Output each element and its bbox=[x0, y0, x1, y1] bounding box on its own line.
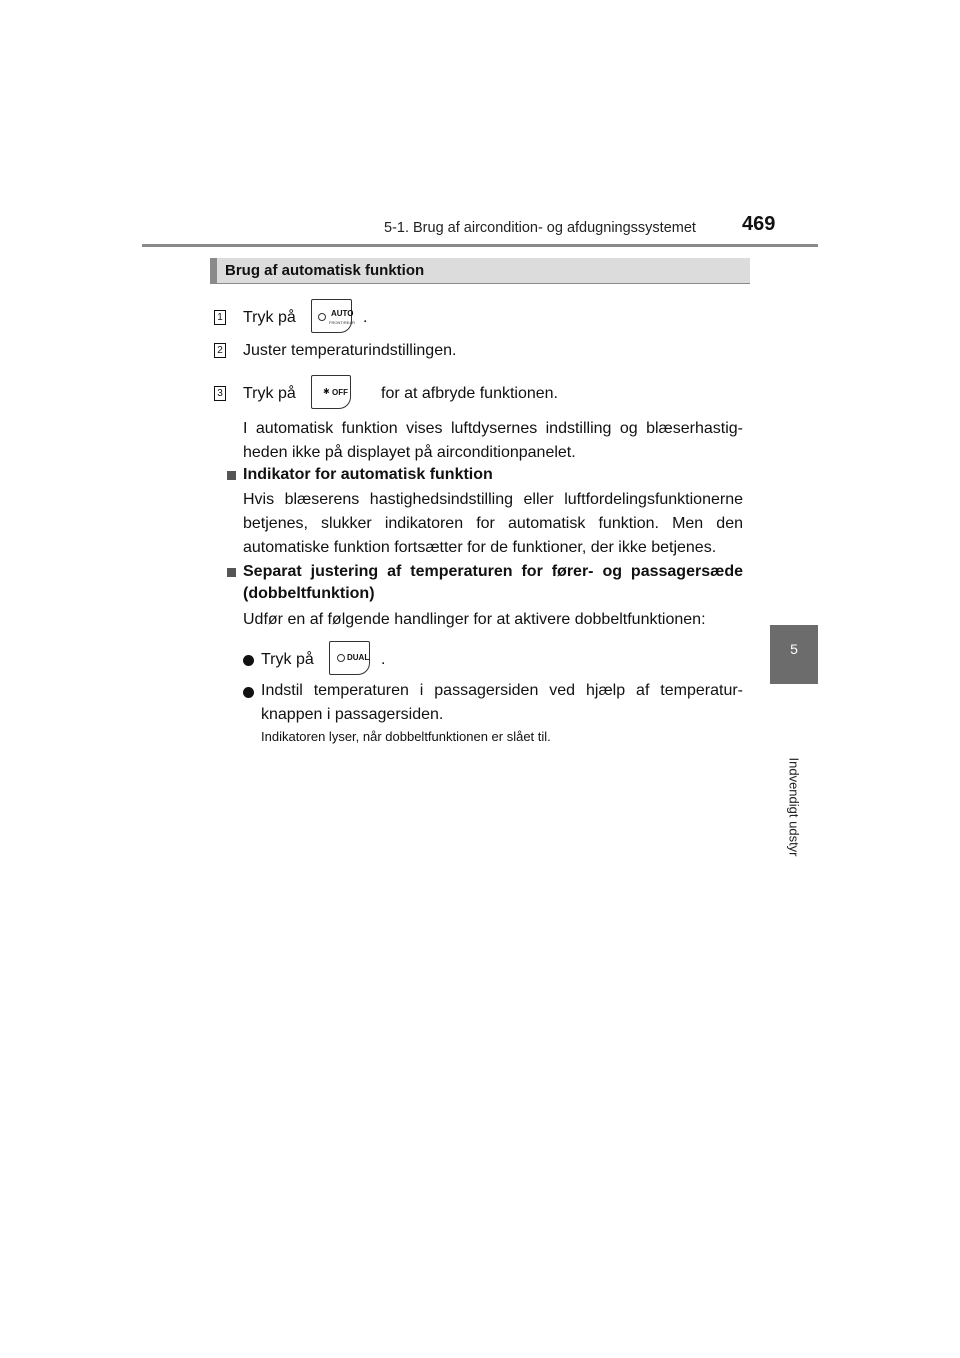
subsection-title-dual-cont: (dobbeltfunktion) bbox=[243, 585, 375, 602]
auto-button-icon bbox=[311, 299, 355, 333]
indicator-dot-icon bbox=[318, 313, 326, 321]
bullet-1-text: Tryk på bbox=[261, 651, 314, 668]
footnote: Indikatoren lyser, når dobbeltfunktionen er slået til. bbox=[261, 729, 551, 744]
round-bullet-icon bbox=[243, 687, 254, 698]
dual-button-label: DUAL bbox=[347, 653, 370, 662]
section-title: Brug af automatisk funktion bbox=[225, 262, 425, 279]
subsection-body-indicator: Hvis blæserens hastighedsindstilling eller luftfordelingsfunktionerne betjenes, slukker indikatoren for automatisk funktion. Men den automatiske funktion fortsætter for de funktioner, der ikke betjenes. bbox=[243, 491, 743, 556]
step-1-period: . bbox=[363, 309, 368, 326]
subsection-title-indicator: Indikator for automatisk funktion bbox=[243, 466, 493, 483]
page-number: 469 bbox=[742, 213, 776, 235]
square-bullet-icon bbox=[227, 568, 236, 577]
header-divider bbox=[142, 244, 818, 247]
step-2-text: Juster temperaturindstillingen. bbox=[243, 342, 457, 359]
chapter-tab-label: Indvendigt udstyr bbox=[786, 757, 802, 857]
bullet-1-period: . bbox=[381, 651, 386, 668]
auto-button-label: AUTO bbox=[331, 309, 354, 318]
dual-button-icon bbox=[329, 641, 370, 675]
off-button-icon bbox=[311, 375, 351, 409]
subsection-body-dual: Udfør en af følgende handlinger for at aktivere dobbeltfunktionen: bbox=[243, 611, 706, 628]
off-button-label: OFF bbox=[332, 388, 348, 397]
step-number-1: 1 bbox=[214, 310, 226, 325]
step-number-2: 2 bbox=[214, 343, 226, 358]
indicator-dot-icon bbox=[337, 654, 345, 662]
round-bullet-icon bbox=[243, 655, 254, 666]
bullet-2-text: Indstil temperaturen i passagersiden ved hjælp af temperatur-knappen i passagersiden. bbox=[261, 682, 743, 723]
square-bullet-icon bbox=[227, 471, 236, 480]
step-1-text: Tryk på bbox=[243, 309, 296, 326]
subsection-title-dual: Separat justering af temperaturen for fører- og passagersæde bbox=[243, 563, 743, 580]
chapter-tab-number: 5 bbox=[790, 641, 798, 657]
step-3-text-after: for at afbryde funktionen. bbox=[381, 385, 558, 402]
fan-icon: ✱ bbox=[323, 387, 330, 396]
auto-mode-note: I automatisk funktion vises luftdysernes indstilling og blæserhastig-heden ikke på displayet på airconditionpanelet. bbox=[243, 420, 743, 461]
step-number-3: 3 bbox=[214, 386, 226, 401]
step-3-text: Tryk på bbox=[243, 385, 296, 402]
chapter-title: 5-1. Brug af aircondition- og afdugningssystemet bbox=[384, 220, 696, 236]
auto-button-sublabel: FRONT/REAR bbox=[329, 320, 355, 325]
